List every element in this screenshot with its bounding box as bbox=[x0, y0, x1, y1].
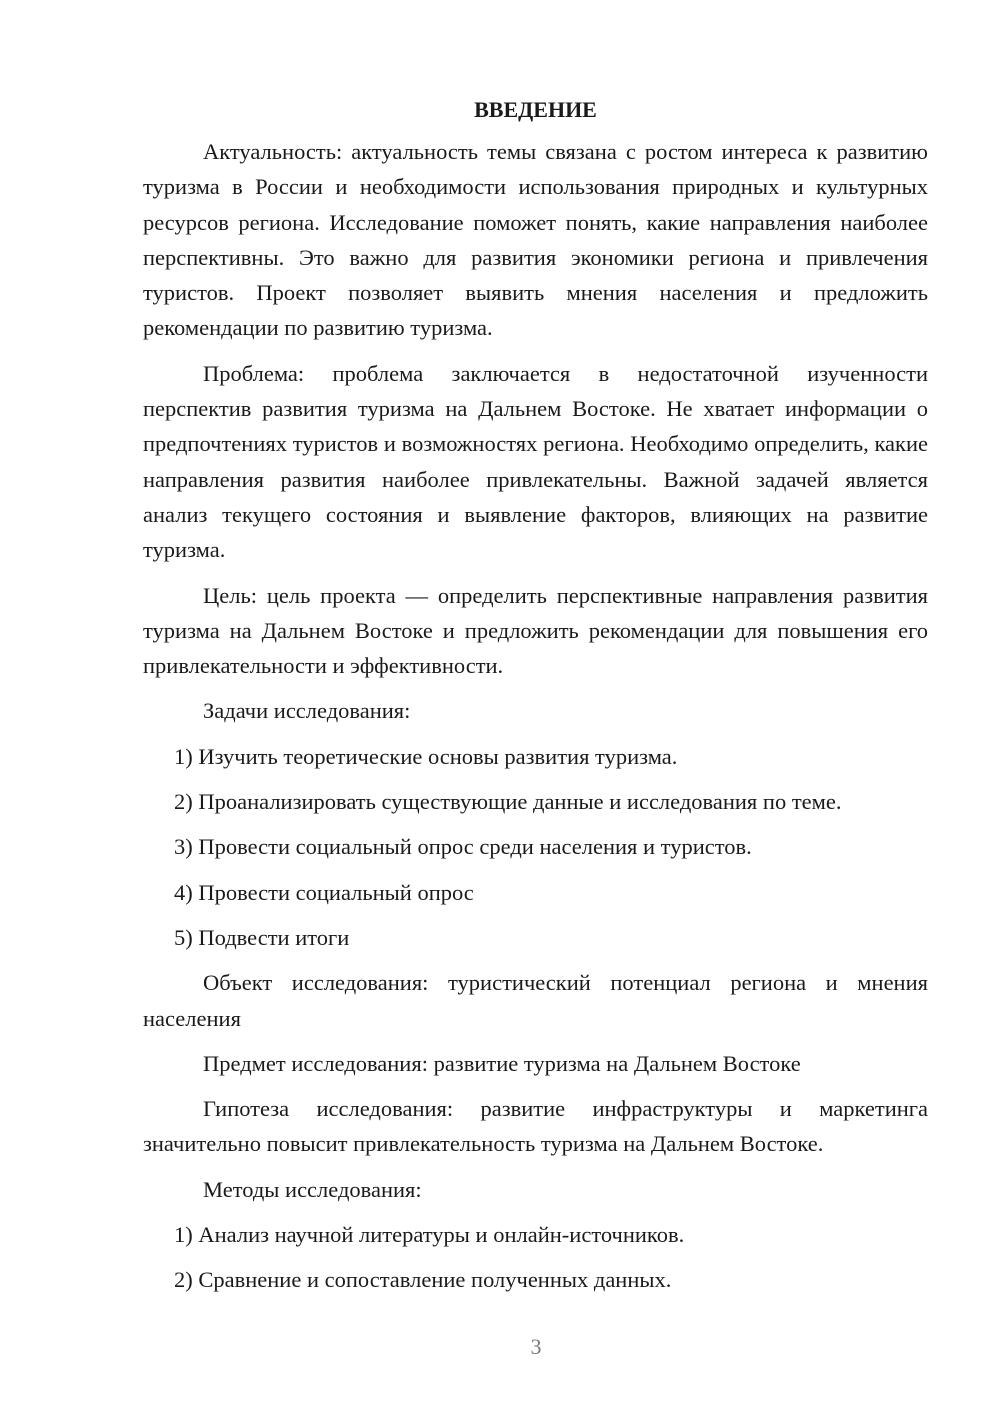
task-item: 3) Провести социальный опрос среди населения и туристов. bbox=[174, 834, 752, 860]
goal-paragraph: Цель: цель проекта — определить перспективные направления развития туризма на Дальнем Востоке и предложить рекомендации для повышения его привлекательности и эффективности. bbox=[143, 582, 928, 679]
problem-paragraph: Проблема: проблема заключается в недостаточной изученности перспектив развития туризма на Дальнем Востоке. Не хватает информации о предпочтениях туристов и возможностях региона. Необходимо определить, какие направления развития наиболее привлекательны. Важной задачей является анализ текущего состояния и выявление факторов, влияющих на развитие туризма. bbox=[143, 360, 928, 563]
object-paragraph: Объект исследования: туристический потенциал региона и мнения населения bbox=[143, 970, 928, 1031]
task-item: 1) Изучить теоретические основы развития туризма. bbox=[174, 743, 678, 769]
method-item: 2) Сравнение и сопоставление полученных данных. bbox=[174, 1267, 672, 1293]
tasks-heading: Задачи исследования: bbox=[203, 698, 411, 724]
page-number: 3 bbox=[530, 1334, 542, 1359]
hypothesis-paragraph: Гипотеза исследования: развитие инфраструктуры и маркетинга значительно повысит привлекательность туризма на Дальнем Востоке. bbox=[143, 1096, 928, 1157]
task-item: 4) Провести социальный опрос bbox=[174, 879, 474, 905]
subject-line: Предмет исследования: развитие туризма на Дальнем Востоке bbox=[203, 1050, 801, 1076]
page-content bbox=[143, 98, 928, 1308]
methods-heading: Методы исследования: bbox=[203, 1176, 422, 1202]
task-item: 5) Подвести итоги bbox=[174, 924, 350, 950]
relevance-paragraph: Актуальность: актуальность темы связана с ростом интереса к развитию туризма в России и необходимости использования природных и культурных ресурсов региона. Исследование поможет понять, какие направления наиболее перспективны. Это важно для развития экономики региона и привлечения туристов. Проект позволяет выявить мнения населения и предложить рекомендации по развитию туризма. bbox=[143, 139, 928, 341]
task-item: 2) Проанализировать существующие данные и исследования по теме. bbox=[174, 789, 842, 815]
section-title: ВВЕДЕНИЕ bbox=[474, 97, 597, 122]
method-item: 1) Анализ научной литературы и онлайн-источников. bbox=[174, 1222, 685, 1248]
